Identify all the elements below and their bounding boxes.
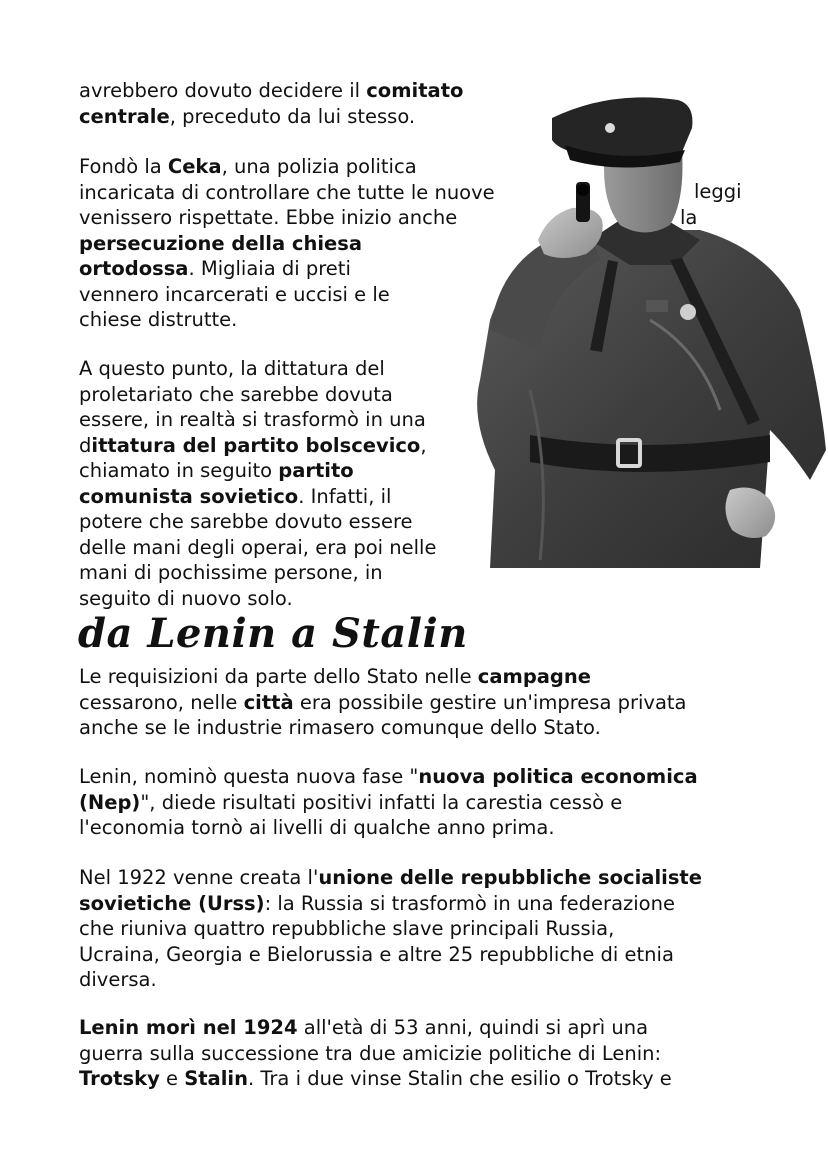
text-line: guerra sulla successione tra due amicizie politiche di Lenin:: [79, 1041, 662, 1065]
bold-text: Ceka: [167, 155, 222, 178]
bold-text: persecuzione della chiesa: [79, 231, 363, 255]
bold-text: sovietiche (Urss): [79, 891, 265, 915]
text-line: diversa.: [79, 968, 157, 991]
bold-text: ortodossa: [79, 257, 189, 280]
bold-text: unione delle repubbliche socialiste: [318, 866, 702, 889]
bold-text: comunista sovietico: [79, 484, 299, 508]
paragraph-1: [79, 78, 463, 129]
bold-text: nuova politica economica: [418, 765, 698, 788]
text: era possibile gestire un'impresa privata: [293, 690, 687, 714]
soldier-photo: [470, 90, 828, 568]
paragraph-6: [79, 865, 702, 993]
text-line: seguito di nuovo solo.: [79, 586, 293, 610]
text: , preceduto da lui stesso.: [169, 104, 416, 128]
text: ,: [420, 433, 427, 457]
bold-text: Trotsky: [79, 1067, 160, 1090]
text: ", diede risultati positivi infatti la carestia cessò e: [140, 790, 623, 814]
bold-text: Stalin: [184, 1067, 248, 1090]
bold-text: comitato: [366, 79, 464, 102]
bold-text: campagne: [477, 665, 592, 688]
paragraph-4: [79, 664, 687, 741]
text-line: venissero rispettate. Ebbe inizio anche: [79, 206, 458, 229]
bold-text: centrale: [79, 104, 170, 128]
paragraph-3: [79, 356, 436, 611]
text-line: incaricata di controllare che tutte le nuove: [79, 180, 495, 204]
text: . Migliaia di preti: [188, 257, 351, 280]
text-line: A questo punto, la dittatura del: [79, 357, 385, 380]
bold-text: Lenin morì nel 1924: [79, 1016, 298, 1039]
text: all'età di 53 anni, quindi si aprì una: [297, 1016, 649, 1039]
paragraph-5: [79, 764, 698, 841]
bold-text: (Nep): [79, 790, 141, 814]
paragraph-7: [79, 1015, 672, 1092]
section-heading: da Lenin a Stalin: [78, 610, 468, 657]
text: . Tra i due vinse Stalin che esilio o Trotsky e: [247, 1067, 672, 1090]
text: d: [79, 433, 92, 457]
text: . Infatti, il: [298, 484, 392, 508]
floating-word: la: [680, 206, 698, 229]
text-line: essere, in realtà si trasformò in una: [79, 408, 426, 431]
text: , una polizia politica: [221, 155, 417, 178]
text-line: delle mani degli operai, era poi nelle: [79, 535, 437, 559]
text-line: vennero incarcerati e uccisi e le: [79, 282, 390, 306]
text-line: proletariato che sarebbe dovuta: [79, 382, 393, 406]
text-line: Ucraina, Georgia e Bielorussia e altre 25 repubbliche di etnia: [79, 942, 674, 966]
text-line: mani di pochissime persone, in: [79, 561, 383, 584]
text-line: potere che sarebbe dovuto essere: [79, 510, 413, 533]
paragraph-2: [79, 154, 495, 333]
text: : la Russia si trasformò in una federazione: [264, 891, 675, 915]
text: Lenin, nominò questa nuova fase ": [79, 765, 419, 788]
text: avrebbero dovuto decidere il: [79, 79, 367, 102]
text: chiamato in seguito: [79, 459, 279, 482]
bold-text: città: [243, 690, 294, 714]
text-line: anche se le industrie rimasero comunque dello Stato.: [79, 716, 601, 739]
text-line: chiese distrutte.: [79, 308, 238, 331]
text-line: che riuniva quattro repubbliche slave principali Russia,: [79, 917, 615, 940]
text-line: l'economia tornò ai livelli di qualche anno prima.: [79, 816, 555, 839]
text: Nel 1922 venne creata l': [79, 866, 319, 889]
bold-text: partito: [278, 459, 354, 482]
text: cessarono, nelle: [79, 690, 244, 714]
bold-text: ittatura del partito bolscevico: [91, 433, 421, 457]
floating-word: leggi: [694, 180, 742, 203]
text: Fondò la: [79, 155, 168, 178]
text: e: [159, 1067, 185, 1090]
text: Le requisizioni da parte dello Stato nelle: [79, 665, 478, 688]
